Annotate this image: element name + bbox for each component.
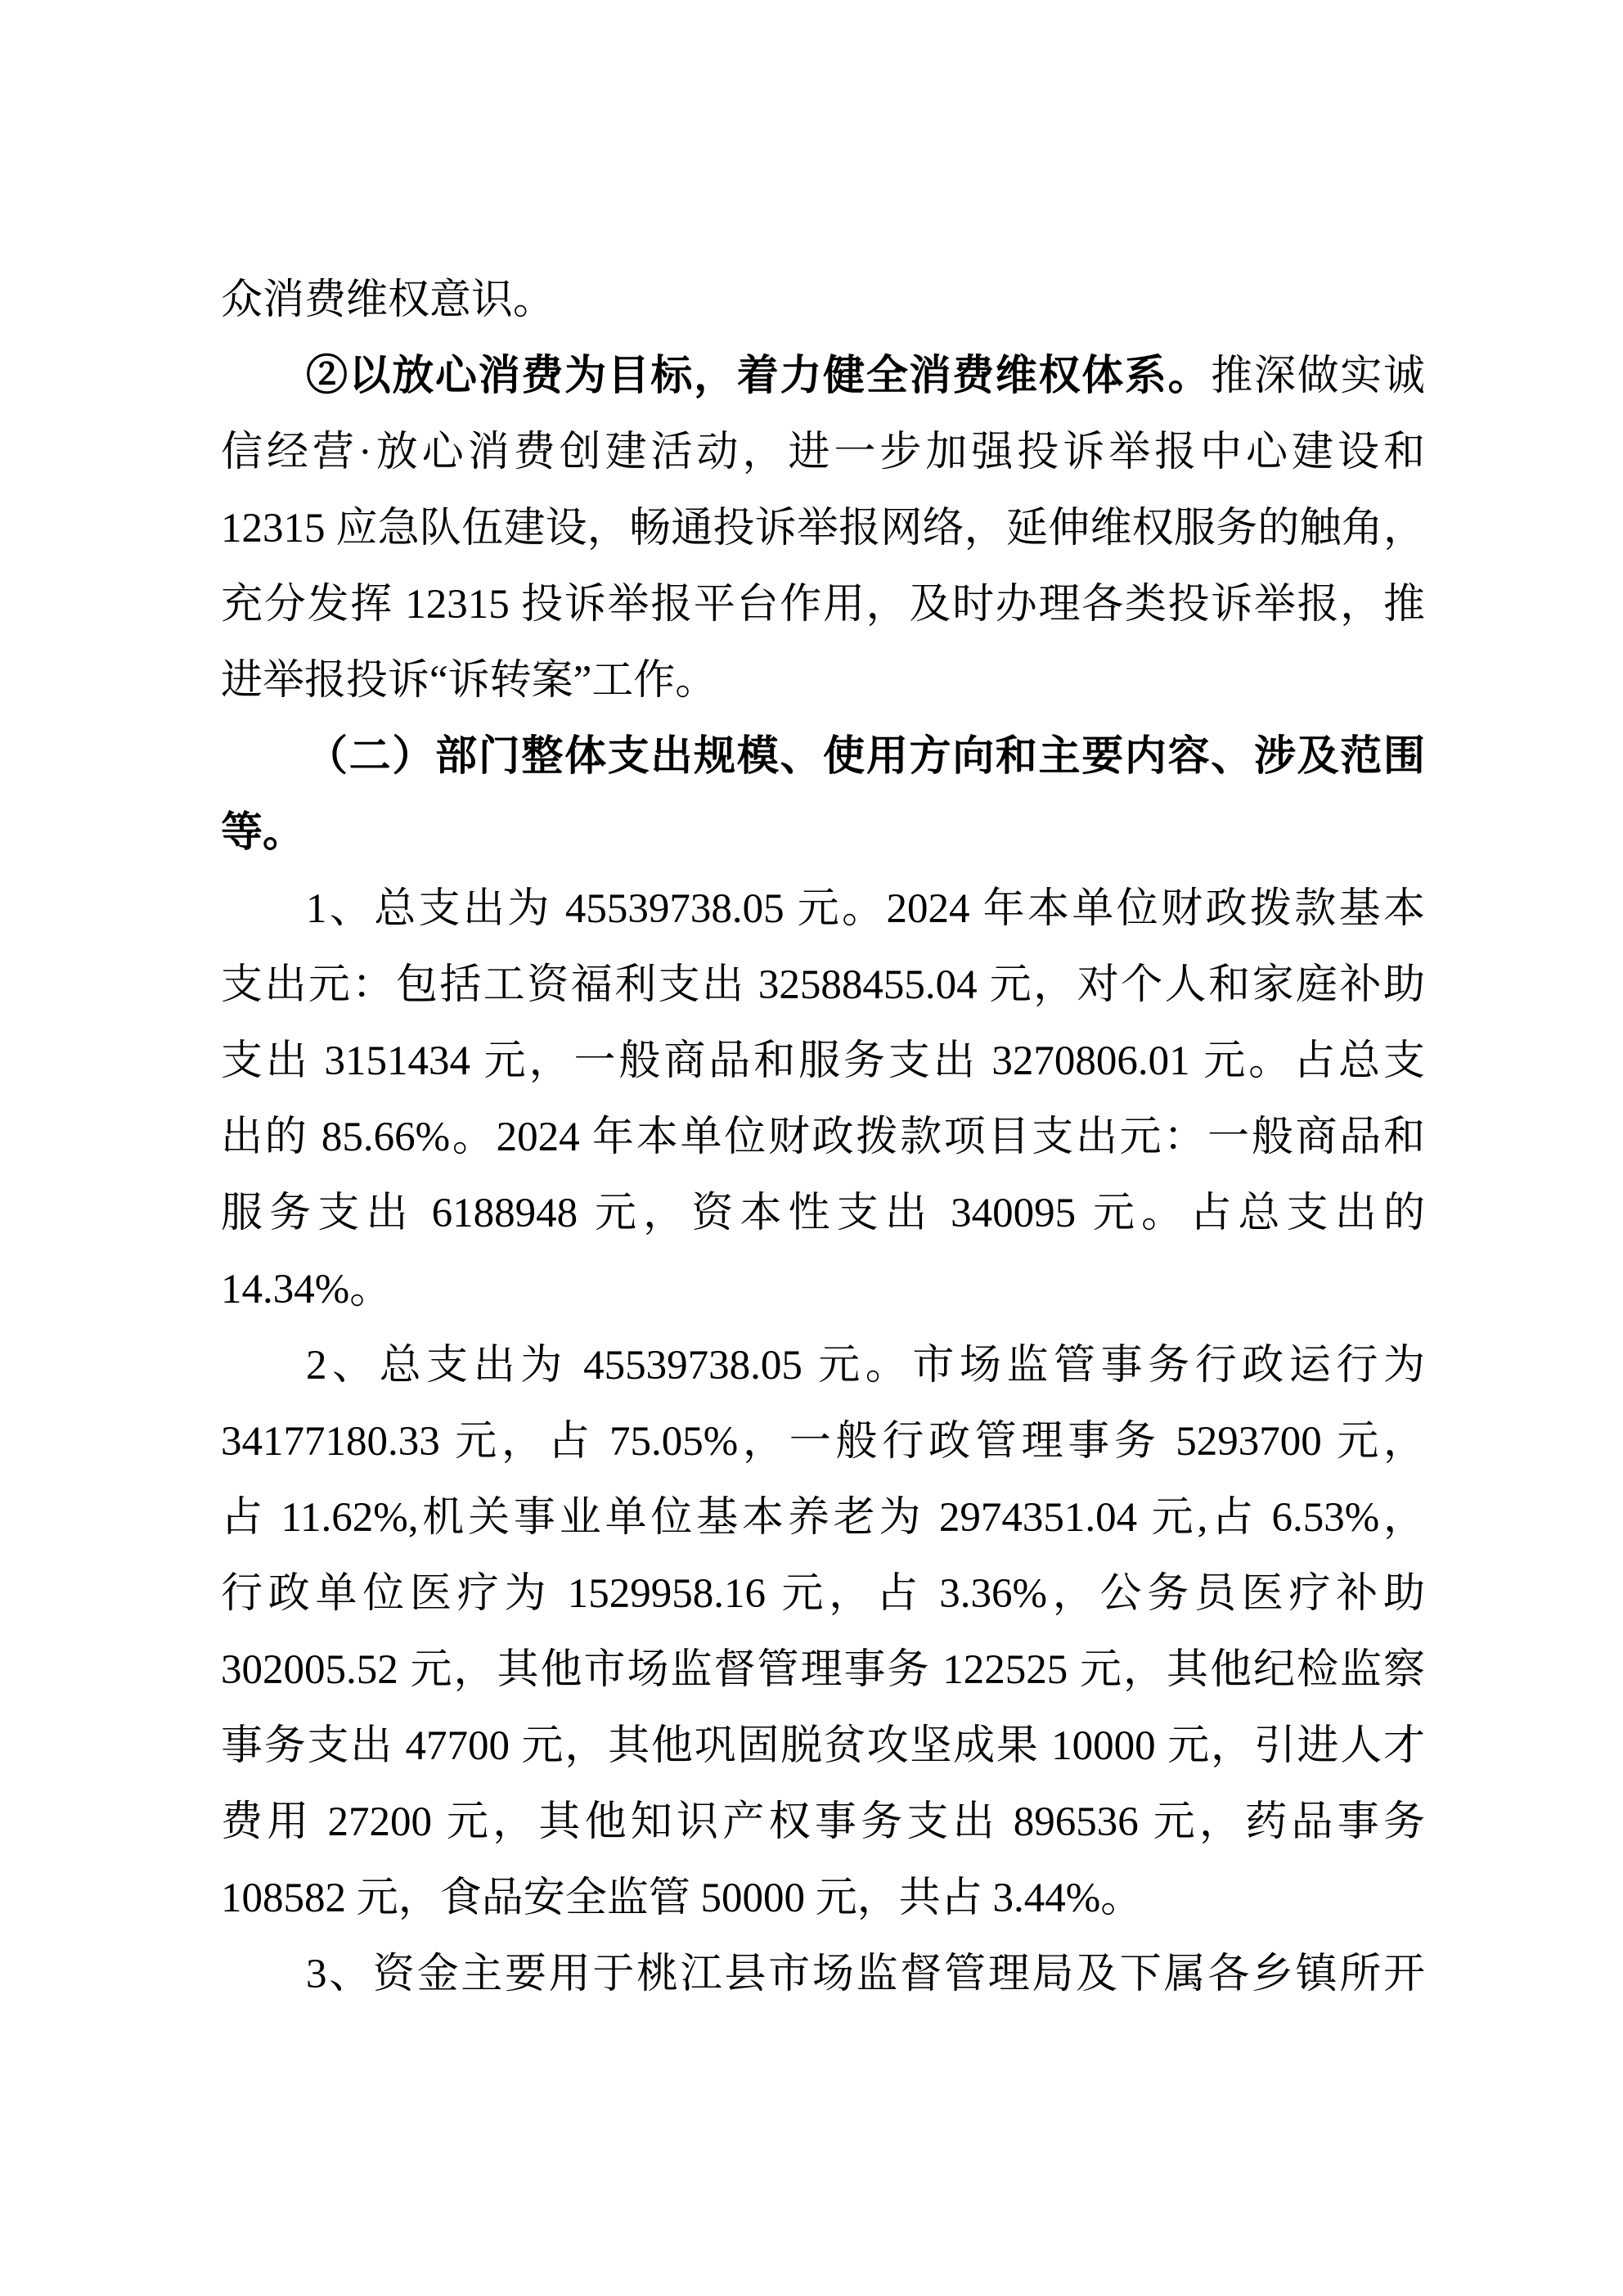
text-segment: 支出 3151434 元，一般商品和服务支出 3270806.01 元。占总支 [221, 1038, 1425, 1084]
text-line-16 [221, 1404, 1425, 1480]
text-segment: 12315 应急队伍建设，畅通投诉举报网络，延伸维权服务的触角， [221, 506, 1425, 551]
text-segment: 众消费维权意识。 [221, 277, 555, 323]
text-segment: 进举报投诉“诉转案”工作。 [221, 658, 717, 704]
text-segment: 行政单位医疗为 1529958.16 元，占 3.36%，公务员医疗补助 [221, 1571, 1425, 1617]
text-segment: 34177180.33 元，占 75.05%，一般行政管理事务 5293700 元， [221, 1419, 1425, 1465]
text-line-15 [221, 1328, 1425, 1404]
text-segment: 充分发挥 12315 投诉举报平台作用，及时办理各类投诉举报，推 [221, 582, 1425, 628]
text-line-11 [221, 1024, 1425, 1100]
text-segment: 服务支出 6188948 元，资本性支出 340095 元。占总支出的 [221, 1191, 1425, 1236]
text-segment: 费用 27200 元，其他知识产权事务支出 896536 元，药品事务 [221, 1799, 1425, 1845]
text-line-4 [221, 491, 1425, 567]
text-line-3 [221, 415, 1425, 491]
text-line-22 [221, 1861, 1425, 1937]
text-segment: 2、总支出为 45539738.05 元。市场监管事务行政运行为 [306, 1343, 1425, 1389]
text-segment: 3、资金主要用于桃江县市场监督管理局及下属各乡镇所开 [306, 1952, 1425, 1997]
text-line-2 [221, 339, 1425, 415]
text-segment: 占 11.62%,机关事业单位基本养老为 2974351.04 元,占 6.53%， [221, 1495, 1425, 1541]
text-line-10 [221, 948, 1425, 1024]
text-segment: 14.34%。 [221, 1267, 392, 1312]
text-segment: 1、总支出为 45539738.05 元。2024 年本单位财政拨款基本 [306, 886, 1425, 932]
text-line-12 [221, 1100, 1425, 1176]
text-line-7 [221, 719, 1425, 795]
text-line-21 [221, 1785, 1425, 1861]
text-line-6 [221, 643, 1425, 719]
text-segment: 出的 85.66%。2024 年本单位财政拨款项目支出元：一般商品和 [221, 1114, 1425, 1160]
document-body [221, 263, 1425, 2013]
text-segment: 302005.52 元，其他市场监督管理事务 122525 元，其他纪检监察 [221, 1647, 1425, 1693]
text-segment: 事务支出 47700 元，其他巩固脱贫攻坚成果 10000 元，引进人才 [221, 1723, 1425, 1769]
text-segment: 108582 元，食品安全监管 50000 元，共占 3.44%。 [221, 1875, 1143, 1921]
text-line-13 [221, 1176, 1425, 1252]
text-line-1 [221, 263, 1425, 339]
text-line-8 [221, 795, 1425, 871]
text-line-14 [221, 1252, 1425, 1328]
text-line-5 [221, 567, 1425, 643]
text-line-9 [221, 871, 1425, 948]
text-segment: 支出元：包括工资福利支出 32588455.04 元，对个人和家庭补助 [221, 962, 1425, 1008]
text-segment: 推深做实诚 [1211, 353, 1425, 399]
text-segment: 信经营·放心消费创建活动，进一步加强投诉举报中心建设和 [221, 430, 1425, 475]
bold-text-segment: （二）部门整体支出规模、使用方向和主要内容、涉及范围 [306, 734, 1425, 780]
text-line-20 [221, 1708, 1425, 1785]
text-line-17 [221, 1480, 1425, 1556]
text-line-18 [221, 1556, 1425, 1632]
text-line-23 [221, 1937, 1425, 2013]
text-line-19 [221, 1632, 1425, 1708]
bold-text-segment: 等。 [221, 810, 305, 856]
bold-text-segment: ②以放心消费为目标，着力健全消费维权体系。 [306, 353, 1212, 399]
